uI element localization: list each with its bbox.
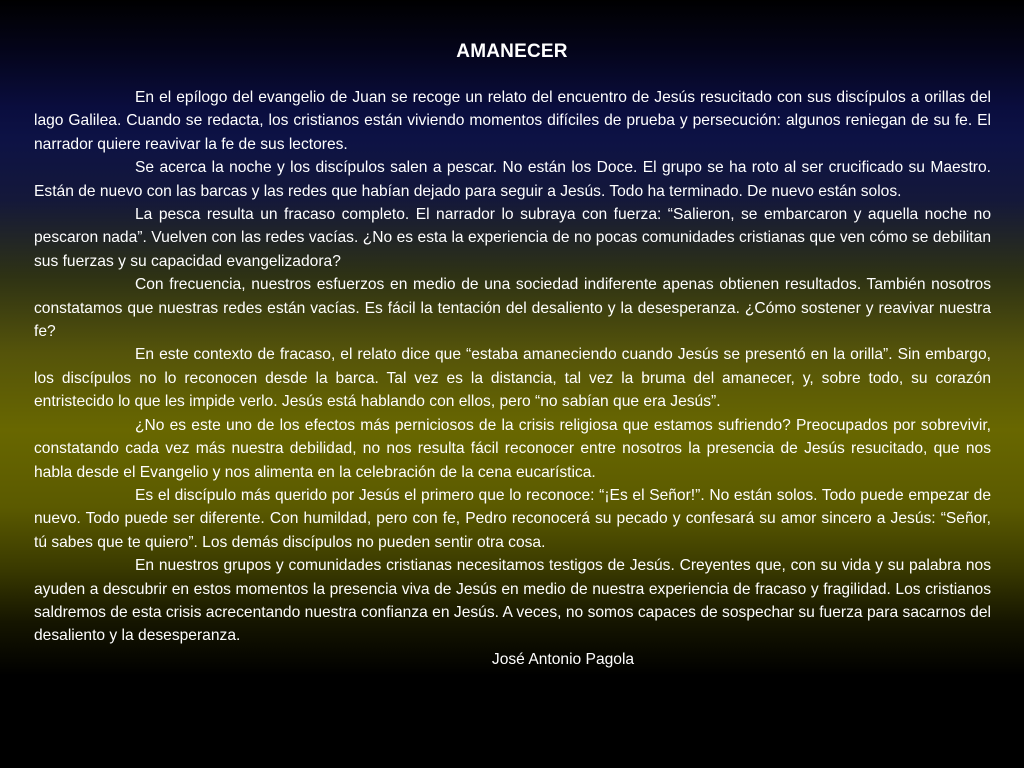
paragraph: En nuestros grupos y comunidades cristianas necesitamos testigos de Jesús. Creyentes que, con su vida y su palabra nos ayuden a descubrir en estos momentos la presencia viva de Jesús en medio de nuestra experiencia de fracaso y fragilidad. Los cristianos saldremos de esta crisis acrecentando nuestra confianza en Jesús. A veces, no somos capaces de sospechar su fuerza para sacarnos del desaliento y la desesperanza.	[34, 557, 991, 645]
paragraph: En el epílogo del evangelio de Juan se recoge un relato del encuentro de Jesús resucitado con sus discípulos a orillas del lago Galilea. Cuando se redacta, los cristianos están viviendo momentos difíciles de prueba y persecución: algunos reniegan de su fe. El narrador quiere reavivar la fe de sus lectores.	[34, 89, 991, 153]
slide-title: AMANECER	[456, 41, 568, 62]
paragraph: Con frecuencia, nuestros esfuerzos en medio de una sociedad indiferente apenas obtienen resultados. También nosotros constatamos que nuestras redes están vacías. Es fácil la tentación del desaliento y la desesperanza. ¿Cómo sostener y reavivar nuestra fe?	[34, 276, 991, 341]
author-signature: José Antonio Pagola	[491, 650, 635, 668]
paragraph: Es el discípulo más querido por Jesús el primero que lo reconoce: “¡Es el Señor!”. No están solos. Todo puede empezar de nuevo. Todo puede ser diferente. Con humildad, pero con fe, Pedro reconocerá su pecado y confesará su amor sincero a Jesús: “Señor, tú sabes que te quiero”. Los demás discípulos no pueden sentir otra cosa.	[34, 486, 991, 551]
paragraph: En este contexto de fracaso, el relato dice que “estaba amaneciendo cuando Jesús se presentó en la orilla”. Sin embargo, los discípulos no lo reconocen desde la barca. Tal vez es la distancia, tal vez la bruma del amanecer, y, sobre todo, su corazón entristecido lo que les impide verlo. Jesús está hablando con ellos, pero “no sabían que era Jesús”.	[34, 346, 991, 411]
paragraph: La pesca resulta un fracaso completo. El narrador lo subraya con fuerza: “Salieron, se embarcaron y aquella noche no pescaron nada”. Vuelven con las redes vacías. ¿No es esta la experiencia de no pocas comunidades cristianas que ven cómo se debilitan sus fuerzas y su capacidad evangelizadora?	[34, 206, 991, 270]
paragraph: Se acerca la noche y los discípulos salen a pescar. No están los Doce. El grupo se ha roto al ser crucificado su Maestro. Están de nuevo con las barcas y las redes que habían dejado para seguir a Jesús. Todo ha terminado. De nuevo están solos.	[34, 159, 991, 200]
paragraph: ¿No es este uno de los efectos más perniciosos de la crisis religiosa que estamos sufriendo? Preocupados por sobrevivir, constatando cada vez más nuestra debilidad, no nos resulta fácil reconocer entre nosotros la presencia de Jesús resucitado, que nos habla desde el Evangelio y nos alimenta en la celebración de la cena eucarística.	[34, 416, 991, 481]
slide-body	[34, 86, 991, 671]
